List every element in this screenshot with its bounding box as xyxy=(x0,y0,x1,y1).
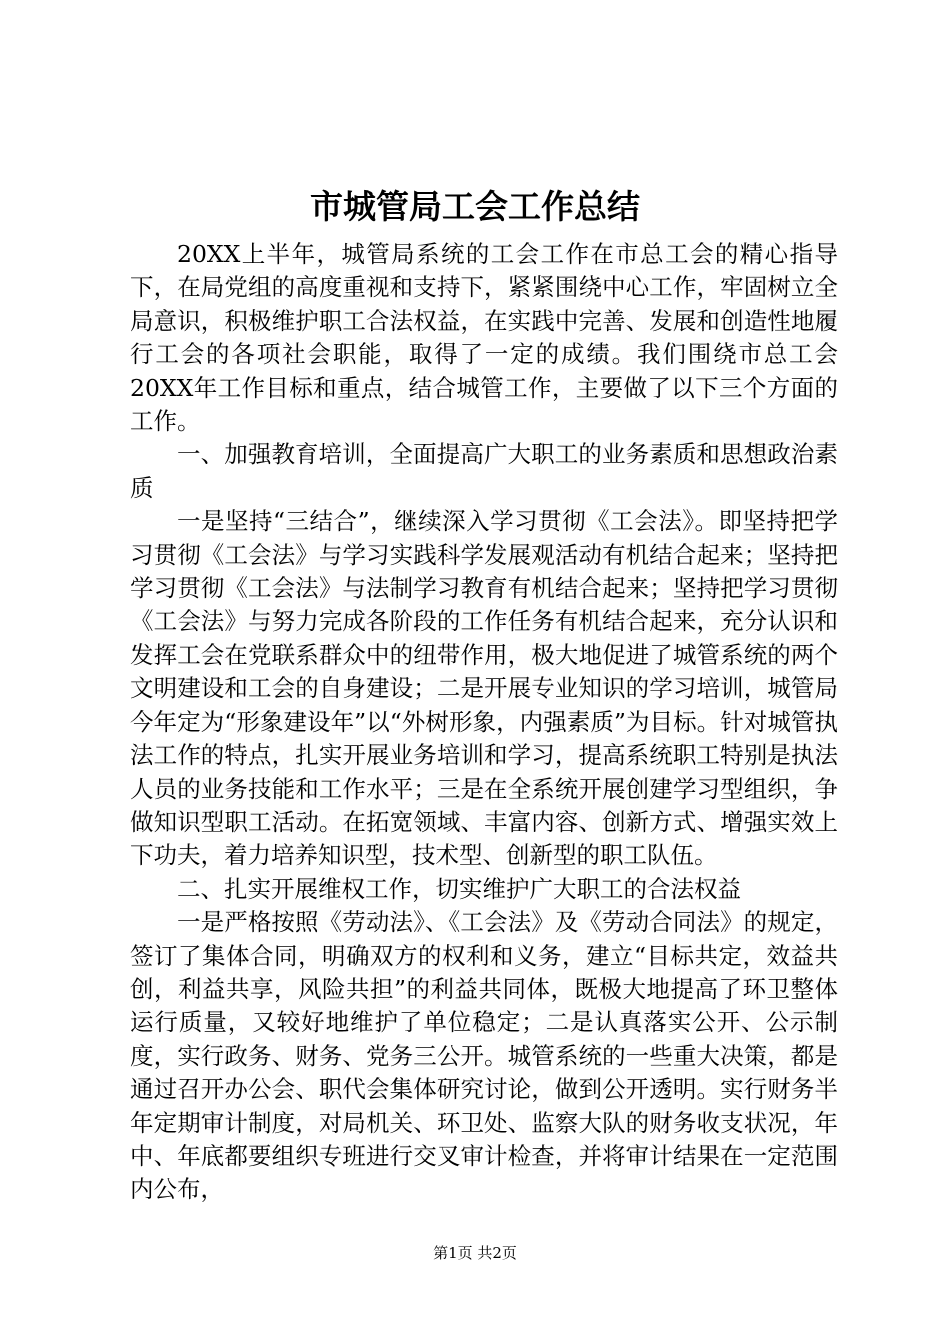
paragraph-intro: 20XX上半年，城管局系统的工会工作在市总工会的精心指导下，在局党组的高度重视和支持下，紧紧围绕中心工作，牢固树立全局意识，积极维护职工合法权益，在实践中完善、发展和创造性地履行工会的各项社会职能，取得了一定的成绩。我们围绕市总工会20XX年工作目标和重点，结合城管工作，主要做了以下三个方面的工作。 xyxy=(130,240,838,436)
paragraph-section-1: 一是坚持“三结合”，继续深入学习贯彻《工会法》。即坚持把学习贯彻《工会法》与学习实践科学发展观活动有机结合起来；坚持把学习贯彻《工会法》与法制学习教育有机结合起来；坚持把学习贯彻《工会法》与努力完成各阶段的工作任务有机结合起来，充分认识和发挥工会在党联系群众中的纽带作用，极大地促进了城管系统的两个文明建设和工会的自身建设；二是开展专业知识的学习培训，城管局今年定为“形象建设年”以“外树形象，内强素质”为目标。针对城管执法工作的特点，扎实开展业务培训和学习，提高系统职工特别是执法人员的业务技能和工作水平；三是在全系统开展创建学习型组织，争做知识型职工活动。在拓宽领域、丰富内容、创新方式、增强实效上下功夫，着力培养知识型，技术型、创新型的职工队伍。 xyxy=(130,507,838,870)
document-title: 市城管局工会工作总结 xyxy=(310,187,640,226)
page-number-footer: 第1页 共2页 xyxy=(433,1244,517,1262)
section-heading-1: 一、加强教育培训，全面提高广大职工的业务素质和思想政治素质 xyxy=(130,440,838,502)
paragraph-section-2: 一是严格按照《劳动法》、《工会法》及《劳动合同法》的规定，签订了集体合同，明确双方的权利和义务，建立“目标共定，效益共创，利益共享，风险共担”的利益共同体，既极大地提高了环卫整体运行质量，又较好地维护了单位稳定；二是认真落实公开、公示制度，实行政务、财务、党务三公开。城管系统的一些重大决策，都是通过召开办公会、职代会集体研究讨论，做到公开透明。实行财务半年定期审计制度，对局机关、环卫处、监察大队的财务收支状况，年中、年底都要组织专班进行交叉审计检查，并将审计结果在一定范围内公布， xyxy=(130,908,838,1204)
section-heading-2: 二、扎实开展维权工作，切实维护广大职工的合法权益 xyxy=(177,874,741,903)
document-body xyxy=(130,238,838,1207)
